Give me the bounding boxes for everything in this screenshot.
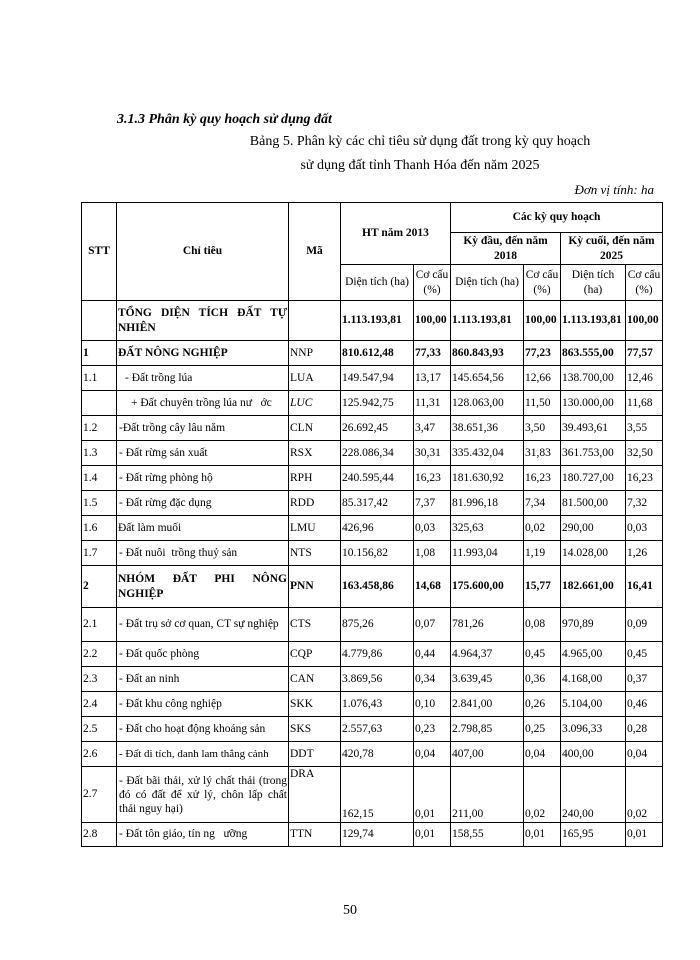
- row-pct-2025: 0,28: [626, 717, 663, 742]
- header-stt: STT: [82, 203, 117, 301]
- row-area-2013: 240.595,44: [341, 466, 414, 491]
- row-area-2018: 11.993,04: [451, 541, 524, 566]
- row-pct-2025: 11,68: [626, 391, 663, 416]
- row-code: CQP: [289, 642, 341, 667]
- table-row: [82, 667, 663, 692]
- row-area-2018: 211,00: [451, 767, 524, 823]
- row-pct-2018: 0,02: [524, 767, 561, 823]
- header-dien-tich-2: Diện tích (ha): [451, 265, 524, 301]
- header-co-cau-3: Cơ cấu (%): [626, 265, 663, 301]
- row-pct-2013: 0,01: [414, 767, 451, 823]
- row-pct-2013: 0,01: [414, 823, 451, 847]
- row-area-2013: 162,15: [341, 767, 414, 823]
- row-name: Đất làm muối: [117, 516, 289, 541]
- row-pct-2025: 16,41: [626, 566, 663, 608]
- row-area-2013: 125.942,75: [341, 391, 414, 416]
- row-pct-2018: 0,25: [524, 717, 561, 742]
- row-area-2025: 39.493,61: [561, 416, 626, 441]
- row-area-2025: 138.700,00: [561, 366, 626, 391]
- row-pct-2025: 0,01: [626, 823, 663, 847]
- row-code: SKK: [289, 692, 341, 717]
- row-stt: 2: [82, 566, 117, 608]
- row-code: TTN: [289, 823, 341, 847]
- row-area-2018: 38.651,36: [451, 416, 524, 441]
- row-pct-2018: 3,50: [524, 416, 561, 441]
- row-name: - Đất cho hoạt động khoáng sản: [117, 717, 289, 742]
- row-stt: 1.4: [82, 466, 117, 491]
- row-area-2013: 1.076,43: [341, 692, 414, 717]
- row-area-2025: 182.661,00: [561, 566, 626, 608]
- row-stt: 2.7: [82, 767, 117, 823]
- row-area-2018: 860.843,93: [451, 341, 524, 366]
- row-code: CLN: [289, 416, 341, 441]
- row-pct-2025: 1,26: [626, 541, 663, 566]
- row-name: - Đất trồng lúa: [117, 366, 289, 391]
- row-stt: 2.6: [82, 742, 117, 767]
- row-area-2018: 325,63: [451, 516, 524, 541]
- row-code: RPH: [289, 466, 341, 491]
- row-pct-2025: 16,23: [626, 466, 663, 491]
- row-name: - Đất trụ sở cơ quan, CT sự nghiệp: [117, 608, 289, 642]
- table-row: [82, 742, 663, 767]
- row-pct-2018: 12,66: [524, 366, 561, 391]
- row-pct-2025: 0,04: [626, 742, 663, 767]
- row-area-2013: 10.156,82: [341, 541, 414, 566]
- row-area-2018: 2.798,85: [451, 717, 524, 742]
- row-code: NTS: [289, 541, 341, 566]
- row-pct-2025: 0,46: [626, 692, 663, 717]
- row-area-2025: 240,00: [561, 767, 626, 823]
- row-area-2025: 165,95: [561, 823, 626, 847]
- row-code: LMU: [289, 516, 341, 541]
- table-row: [82, 692, 663, 717]
- row-code: DDT: [289, 742, 341, 767]
- table-row: [82, 416, 663, 441]
- row-pct-2013: 0,03: [414, 516, 451, 541]
- row-area-2018: 158,55: [451, 823, 524, 847]
- row-name: - Đất khu công nghiệp: [117, 692, 289, 717]
- row-stt: 1.6: [82, 516, 117, 541]
- row-pct-2018: 77,23: [524, 341, 561, 366]
- row-area-2025: 361.753,00: [561, 441, 626, 466]
- row-pct-2018: 11,50: [524, 391, 561, 416]
- row-stt: 2.4: [82, 692, 117, 717]
- row-pct-2025: 77,57: [626, 341, 663, 366]
- row-pct-2013: 0,44: [414, 642, 451, 667]
- row-area-2018: 2.841,00: [451, 692, 524, 717]
- row-stt: 1.5: [82, 491, 117, 516]
- row-pct-2025: 7,32: [626, 491, 663, 516]
- row-name: - Đất tôn giáo, tín ng ưỡng: [117, 823, 289, 847]
- row-pct-2013: 30,31: [414, 441, 451, 466]
- header-ky-cuoi: Kỳ cuối, đến năm 2025: [561, 233, 663, 265]
- row-area-2018: 781,26: [451, 608, 524, 642]
- row-pct-2018: 1,19: [524, 541, 561, 566]
- header-chi-tieu: Chỉ tiêu: [117, 203, 289, 301]
- row-area-2025: 5.104,00: [561, 692, 626, 717]
- row-area-2018: 407,00: [451, 742, 524, 767]
- row-name: - Đất di tích, danh lam thắng cảnh: [117, 742, 289, 767]
- section-title: 3.1.3 Phân kỳ quy hoạch sử dụng đất: [117, 112, 332, 127]
- row-stt: 1: [82, 341, 117, 366]
- row-pct-2018: 0,02: [524, 516, 561, 541]
- row-pct-2025: 32,50: [626, 441, 663, 466]
- table-row: [82, 301, 663, 341]
- page-number: 50: [343, 903, 357, 918]
- row-area-2013: 4.779,86: [341, 642, 414, 667]
- row-pct-2025: 0,03: [626, 516, 663, 541]
- table-row: [82, 341, 663, 366]
- row-pct-2018: 0,04: [524, 742, 561, 767]
- row-pct-2018: 31,83: [524, 441, 561, 466]
- table-row: [82, 466, 663, 491]
- row-name: - Đất nuôi trồng thuỷ sản: [117, 541, 289, 566]
- row-area-2018: 4.964,37: [451, 642, 524, 667]
- table-row: [82, 366, 663, 391]
- row-area-2018: 335.432,04: [451, 441, 524, 466]
- row-pct-2025: 0,09: [626, 608, 663, 642]
- row-pct-2013: 14,68: [414, 566, 451, 608]
- table-row: [82, 541, 663, 566]
- row-pct-2013: 77,33: [414, 341, 451, 366]
- row-area-2025: 14.028,00: [561, 541, 626, 566]
- row-name: -Đất trồng cây lâu năm: [117, 416, 289, 441]
- row-stt: 1.2: [82, 416, 117, 441]
- table-row: [82, 516, 663, 541]
- row-stt: 2.3: [82, 667, 117, 692]
- header-cac-ky: Các kỳ quy hoạch: [451, 203, 663, 233]
- row-stt: 2.2: [82, 642, 117, 667]
- row-area-2025: 1.113.193,81: [561, 301, 626, 341]
- row-name: ĐẤT NÔNG NGHIỆP: [117, 341, 289, 366]
- row-stt: 1.7: [82, 541, 117, 566]
- row-area-2025: 180.727,00: [561, 466, 626, 491]
- row-area-2018: 128.063,00: [451, 391, 524, 416]
- row-pct-2013: 7,37: [414, 491, 451, 516]
- row-pct-2013: 16,23: [414, 466, 451, 491]
- row-pct-2013: 0,07: [414, 608, 451, 642]
- row-stt: 2.8: [82, 823, 117, 847]
- row-code: NNP: [289, 341, 341, 366]
- row-name: - Đất quốc phòng: [117, 642, 289, 667]
- row-pct-2018: 0,01: [524, 823, 561, 847]
- row-pct-2025: 100,00: [626, 301, 663, 341]
- header-ma: Mã: [289, 203, 341, 301]
- header-ht2013: HT năm 2013: [341, 203, 451, 265]
- row-pct-2013: 0,34: [414, 667, 451, 692]
- row-pct-2018: 0,26: [524, 692, 561, 717]
- row-pct-2018: 0,08: [524, 608, 561, 642]
- row-area-2013: 163.458,86: [341, 566, 414, 608]
- row-pct-2013: 0,23: [414, 717, 451, 742]
- row-code: PNN: [289, 566, 341, 608]
- row-code: RSX: [289, 441, 341, 466]
- table-row: [82, 391, 663, 416]
- row-code: RDD: [289, 491, 341, 516]
- row-stt: [82, 301, 117, 341]
- table-row: [82, 642, 663, 667]
- table-row: [82, 717, 663, 742]
- row-area-2018: 145.654,56: [451, 366, 524, 391]
- row-name: + Đất chuyên trồng lúa nư ớc: [117, 391, 289, 416]
- row-area-2013: 875,26: [341, 608, 414, 642]
- row-area-2013: 228.086,34: [341, 441, 414, 466]
- row-pct-2018: 100,00: [524, 301, 561, 341]
- header-co-cau-2: Cơ cấu (%): [524, 265, 561, 301]
- table-row: [82, 823, 663, 847]
- row-area-2018: 181.630,92: [451, 466, 524, 491]
- row-pct-2013: 0,04: [414, 742, 451, 767]
- table-row: [82, 491, 663, 516]
- row-area-2025: 4.168,00: [561, 667, 626, 692]
- table-row: [82, 566, 663, 608]
- row-pct-2018: 0,45: [524, 642, 561, 667]
- row-area-2025: 290,00: [561, 516, 626, 541]
- row-pct-2025: 0,45: [626, 642, 663, 667]
- row-code: LUC: [289, 391, 341, 416]
- row-code: CTS: [289, 608, 341, 642]
- row-stt: 1.1: [82, 366, 117, 391]
- row-area-2025: 130.000,00: [561, 391, 626, 416]
- row-code: DRA: [289, 767, 341, 823]
- table-caption-line1: Bảng 5. Phân kỳ các chỉ tiêu sử dụng đất trong kỳ quy hoạch: [249, 134, 591, 149]
- row-name: - Đất bãi thải, xử lý chất thải (trong đó có đất để xử lý, chôn lấp chất thải nguy hại): [117, 767, 289, 823]
- row-area-2013: 426,96: [341, 516, 414, 541]
- row-pct-2018: 15,77: [524, 566, 561, 608]
- row-area-2018: 175.600,00: [451, 566, 524, 608]
- row-area-2013: 26.692,45: [341, 416, 414, 441]
- row-stt: 2.5: [82, 717, 117, 742]
- row-stt: 2.1: [82, 608, 117, 642]
- row-pct-2018: 16,23: [524, 466, 561, 491]
- row-code: [289, 301, 341, 341]
- row-area-2025: 81.500,00: [561, 491, 626, 516]
- row-area-2013: 1.113.193,81: [341, 301, 414, 341]
- row-pct-2018: 7,34: [524, 491, 561, 516]
- row-pct-2025: 0,37: [626, 667, 663, 692]
- row-name: - Đất rừng phòng hộ: [117, 466, 289, 491]
- header-dien-tich-3: Diện tích (ha): [561, 265, 626, 301]
- row-pct-2025: 3,55: [626, 416, 663, 441]
- row-code: SKS: [289, 717, 341, 742]
- row-pct-2013: 1,08: [414, 541, 451, 566]
- row-area-2013: 2.557,63: [341, 717, 414, 742]
- row-pct-2025: 0,02: [626, 767, 663, 823]
- row-code: LUA: [289, 366, 341, 391]
- row-area-2013: 129,74: [341, 823, 414, 847]
- row-stt: 1.3: [82, 441, 117, 466]
- table-row: [82, 608, 663, 642]
- row-pct-2013: 13,17: [414, 366, 451, 391]
- row-area-2013: 85.317,42: [341, 491, 414, 516]
- row-area-2013: 149.547,94: [341, 366, 414, 391]
- row-name: - Đất an ninh: [117, 667, 289, 692]
- row-name: - Đất rừng đặc dụng: [117, 491, 289, 516]
- header-co-cau-1: Cơ cấu (%): [414, 265, 451, 301]
- row-name: - Đất rừng sản xuất: [117, 441, 289, 466]
- row-code: CAN: [289, 667, 341, 692]
- row-area-2018: 81.996,18: [451, 491, 524, 516]
- row-pct-2013: 0,10: [414, 692, 451, 717]
- row-area-2025: 3.096,33: [561, 717, 626, 742]
- header-dien-tich-1: Diện tích (ha): [341, 265, 414, 301]
- row-area-2025: 400,00: [561, 742, 626, 767]
- row-area-2018: 3.639,45: [451, 667, 524, 692]
- row-area-2025: 4.965,00: [561, 642, 626, 667]
- row-area-2025: 863.555,00: [561, 341, 626, 366]
- row-name: TỔNG DIỆN TÍCH ĐẤT TỰ NHIÊN: [117, 301, 289, 341]
- row-pct-2025: 12,46: [626, 366, 663, 391]
- row-pct-2018: 0,36: [524, 667, 561, 692]
- header-ky-dau: Kỳ đầu, đến năm 2018: [451, 233, 561, 265]
- table-row: [82, 441, 663, 466]
- row-area-2018: 1.113.193,81: [451, 301, 524, 341]
- row-pct-2013: 11,31: [414, 391, 451, 416]
- row-pct-2013: 3,47: [414, 416, 451, 441]
- row-pct-2013: 100,00: [414, 301, 451, 341]
- row-area-2013: 810.612,48: [341, 341, 414, 366]
- table-caption-line2: sử dụng đất tỉnh Thanh Hóa đến năm 2025: [300, 158, 540, 173]
- row-area-2013: 3.869,56: [341, 667, 414, 692]
- land-use-table: [81, 202, 663, 847]
- row-area-2013: 420,78: [341, 742, 414, 767]
- table-row: [82, 767, 663, 823]
- row-stt: [82, 391, 117, 416]
- row-name: NHÓM ĐẤT PHI NÔNG NGHIỆP: [117, 566, 289, 608]
- row-area-2025: 970,89: [561, 608, 626, 642]
- unit-label: Đơn vị tính: ha: [574, 182, 654, 197]
